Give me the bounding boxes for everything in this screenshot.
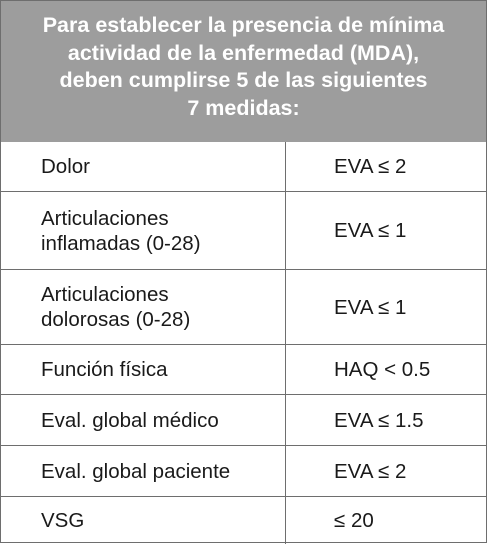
criterion-label: [1, 345, 286, 394]
table-row: [1, 345, 486, 395]
criterion-threshold: [286, 270, 486, 344]
header-line: Para establecer la presencia de mínima: [42, 13, 445, 37]
criterion-threshold: [286, 446, 486, 496]
criterion-label-text: Articulaciones: [41, 283, 169, 306]
criterion-threshold-text: HAQ < 0.5: [334, 358, 431, 381]
table-body: [1, 142, 486, 544]
criterion-label: [1, 192, 286, 269]
header-line: deben cumplirse 5 de las siguientes: [59, 68, 428, 92]
criterion-threshold: [286, 192, 486, 269]
criterion-label-text: Eval. global paciente: [41, 459, 231, 483]
criterion-threshold: [286, 497, 486, 544]
criterion-label: [1, 270, 286, 344]
criterion-threshold-text: EVA ≤ 1.5: [334, 408, 424, 432]
criterion-label-text: VSG: [41, 509, 85, 532]
criterion-label: [1, 497, 286, 544]
table-row: [1, 142, 486, 192]
table-row: [1, 497, 486, 544]
table-row: [1, 270, 486, 345]
criterion-label: [1, 142, 286, 191]
criterion-label-text: Función física: [41, 358, 168, 381]
criterion-threshold-text: ≤ 20: [334, 509, 374, 532]
criterion-threshold: [286, 345, 486, 394]
header-line: actividad de la enfermedad (MDA),: [67, 40, 420, 65]
table-header: [1, 1, 486, 142]
criterion-threshold: [286, 395, 486, 445]
criterion-label: [1, 395, 286, 445]
criterion-label-text: inflamadas (0-28): [41, 231, 201, 255]
criterion-threshold-text: EVA ≤ 1: [334, 219, 407, 242]
criterion-threshold-text: EVA ≤ 2: [334, 459, 407, 483]
criterion-label-text: Articulaciones: [41, 206, 169, 230]
criterion-label: [1, 446, 286, 496]
criterion-threshold-text: EVA ≤ 2: [334, 155, 407, 178]
criterion-label-text: Eval. global médico: [41, 408, 219, 432]
table-row: [1, 192, 486, 270]
header-line: 7 medidas:: [187, 95, 300, 120]
criterion-threshold: [286, 142, 486, 191]
criterion-threshold-text: EVA ≤ 1: [334, 295, 407, 319]
table-row: [1, 446, 486, 497]
criterion-label-text: Dolor: [41, 155, 90, 178]
table-row: [1, 395, 486, 446]
criterion-label-text: dolorosas (0-28): [41, 308, 191, 331]
